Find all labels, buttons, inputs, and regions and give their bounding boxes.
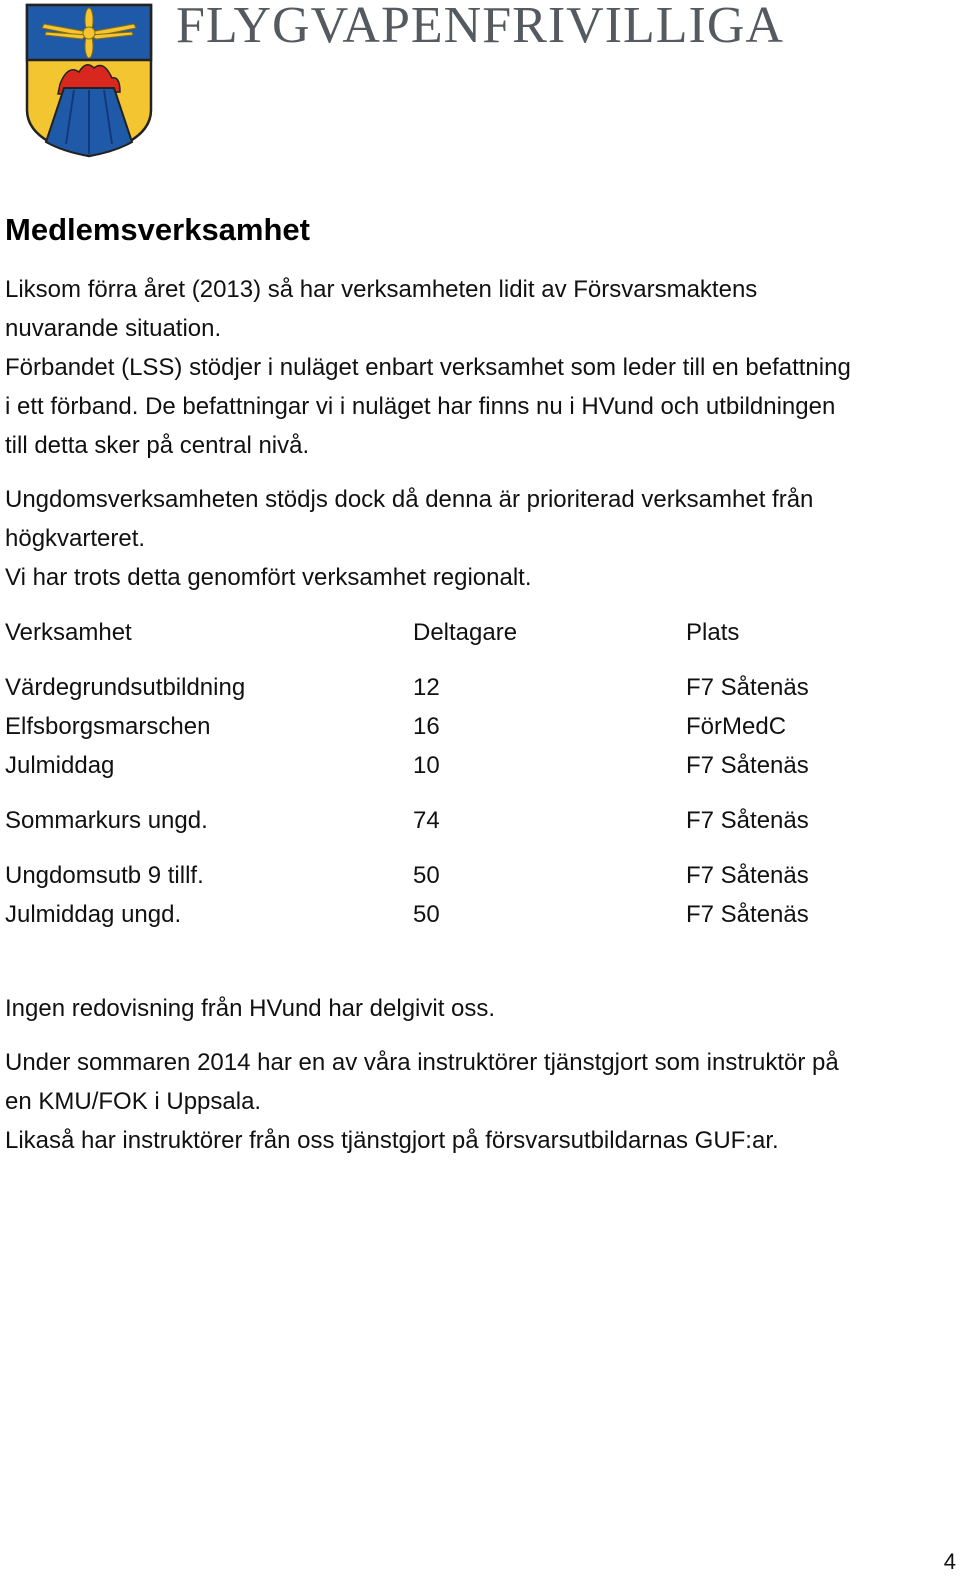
location-cell: F7 Såtenäs [686, 674, 809, 701]
paragraph-line: Likaså har instruktörer från oss tjänstgjort på försvarsutbildarnas GUF:ar. [5, 1127, 779, 1154]
location-cell: F7 Såtenäs [686, 752, 809, 779]
paragraph-line: Ungdomsverksamheten stödjs dock då denna är prioriterad verksamhet från [5, 486, 814, 513]
location-cell: F7 Såtenäs [686, 862, 809, 889]
participants-cell: 10 [413, 752, 440, 779]
participants-cell: 12 [413, 674, 440, 701]
paragraph-line: Förbandet (LSS) stödjer i nuläget enbart verksamhet som leder till en befattning [5, 354, 851, 381]
column-header-deltagare: Deltagare [413, 619, 518, 646]
participants-cell: 16 [413, 713, 440, 740]
activity-cell: Julmiddag ungd. [5, 901, 182, 928]
activity-cell: Elfsborgsmarschen [5, 713, 211, 740]
paragraph-line: Vi har trots detta genomfört verksamhet regionalt. [5, 564, 532, 591]
organization-name: FLYGVAPENFRIVILLIGA [176, 0, 784, 54]
location-cell: FörMedC [686, 713, 787, 740]
paragraph-line: nuvarande situation. [5, 315, 222, 342]
participants-cell: 50 [413, 862, 440, 889]
paragraph-line: Liksom förra året (2013) så har verksamheten lidit av Försvarsmaktens [5, 276, 758, 303]
activity-cell: Ungdomsutb 9 tillf. [5, 862, 204, 889]
participants-cell: 50 [413, 901, 440, 928]
activity-cell: Värdegrundsutbildning [5, 674, 246, 701]
location-cell: F7 Såtenäs [686, 901, 809, 928]
column-header-plats: Plats [686, 619, 740, 646]
section-heading: Medlemsverksamhet [5, 212, 310, 247]
paragraph-line: i ett förband. De befattningar vi i nuläget har finns nu i HVund och utbildningen [5, 393, 836, 420]
page-number: 4 [943, 1549, 956, 1574]
paragraph-line: Ingen redovisning från HVund har delgivit oss. [5, 995, 496, 1022]
column-header-verksamhet: Verksamhet [5, 619, 132, 646]
activity-cell: Julmiddag [5, 752, 115, 779]
paragraph-line: en KMU/FOK i Uppsala. [5, 1088, 262, 1115]
paragraph-line: högkvarteret. [5, 525, 146, 552]
participants-cell: 74 [413, 807, 440, 834]
paragraph-line: till detta sker på central nivå. [5, 432, 310, 459]
paragraph-line: Under sommaren 2014 har en av våra instruktörer tjänstgjort som instruktör på [5, 1049, 839, 1076]
location-cell: F7 Såtenäs [686, 807, 809, 834]
coat-of-arms-emblem-icon [24, 2, 154, 158]
activity-cell: Sommarkurs ungd. [5, 807, 208, 834]
